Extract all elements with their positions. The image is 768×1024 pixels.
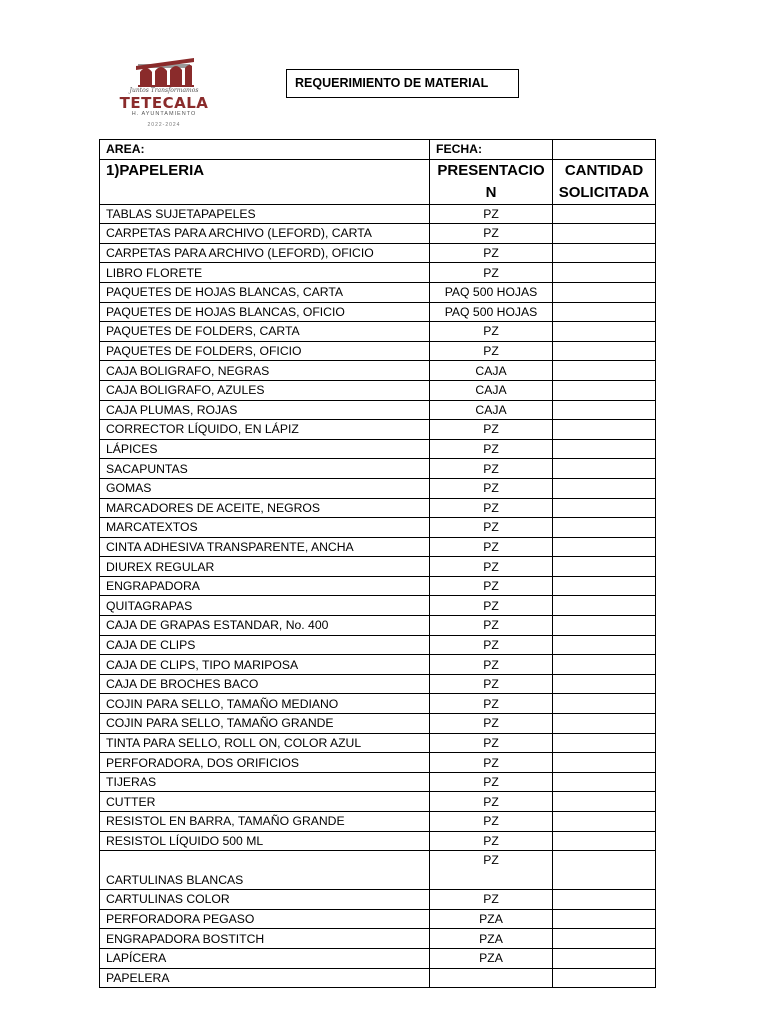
item-description: MARCADORES DE ACEITE, NEGROS xyxy=(100,498,430,518)
item-description: CAJA DE GRAPAS ESTANDAR, No. 400 xyxy=(100,616,430,636)
item-cantidad[interactable] xyxy=(553,576,656,596)
item-cantidad[interactable] xyxy=(553,459,656,479)
logo-subtitle: H. AYUNTAMIENTO xyxy=(131,111,197,117)
table-row xyxy=(100,478,656,498)
document-title: REQUERIMIENTO DE MATERIAL xyxy=(286,69,519,98)
table-row xyxy=(100,714,656,734)
item-description: CARPETAS PARA ARCHIVO (LEFORD), OFICIO xyxy=(100,243,430,263)
table-row xyxy=(100,596,656,616)
table-row xyxy=(100,890,656,910)
item-presentacion: PZ xyxy=(430,439,553,459)
item-presentacion: PZ xyxy=(430,341,553,361)
item-presentacion: PZ xyxy=(430,459,553,479)
presentacion-column-header: PRESENTACIO N xyxy=(430,159,553,204)
item-cantidad[interactable] xyxy=(553,341,656,361)
table-row xyxy=(100,576,656,596)
item-cantidad[interactable] xyxy=(553,890,656,910)
item-cantidad[interactable] xyxy=(553,204,656,224)
item-description: ENGRAPADORA BOSTITCH xyxy=(100,929,430,949)
item-cantidad[interactable] xyxy=(553,733,656,753)
item-description: CINTA ADHESIVA TRANSPARENTE, ANCHA xyxy=(100,537,430,557)
table-row xyxy=(100,792,656,812)
item-presentacion: PZ xyxy=(430,635,553,655)
item-presentacion: PAQ 500 HOJAS xyxy=(430,302,553,322)
item-presentacion: CAJA xyxy=(430,400,553,420)
item-cantidad[interactable] xyxy=(553,694,656,714)
item-description: CAJA PLUMAS, ROJAS xyxy=(100,400,430,420)
table-row xyxy=(100,400,656,420)
table-row xyxy=(100,616,656,636)
table-row xyxy=(100,282,656,302)
item-description: CAJA DE CLIPS xyxy=(100,635,430,655)
item-description: LIBRO FLORETE xyxy=(100,263,430,283)
table-row xyxy=(100,674,656,694)
table-row xyxy=(100,851,656,890)
item-presentacion: PAQ 500 HOJAS xyxy=(430,282,553,302)
item-presentacion: PZ xyxy=(430,478,553,498)
item-cantidad[interactable] xyxy=(553,557,656,577)
item-cantidad[interactable] xyxy=(553,282,656,302)
item-cantidad[interactable] xyxy=(553,263,656,283)
item-cantidad[interactable] xyxy=(553,400,656,420)
table-row xyxy=(100,263,656,283)
table-row xyxy=(100,733,656,753)
item-presentacion: PZ xyxy=(430,812,553,832)
area-label: AREA: xyxy=(100,140,430,160)
item-description: PAQUETES DE FOLDERS, OFICIO xyxy=(100,341,430,361)
item-cantidad[interactable] xyxy=(553,243,656,263)
table-row xyxy=(100,635,656,655)
item-cantidad[interactable] xyxy=(553,635,656,655)
item-cantidad[interactable] xyxy=(553,616,656,636)
item-cantidad[interactable] xyxy=(553,596,656,616)
item-cantidad[interactable] xyxy=(553,478,656,498)
item-cantidad[interactable] xyxy=(553,655,656,675)
item-presentacion: PZ xyxy=(430,518,553,538)
item-presentacion: PZ xyxy=(430,322,553,342)
item-description: RESISTOL EN BARRA, TAMAÑO GRANDE xyxy=(100,812,430,832)
item-presentacion: PZ xyxy=(430,694,553,714)
item-presentacion: PZ xyxy=(430,224,553,244)
section-header-row xyxy=(100,159,656,204)
municipality-logo xyxy=(108,54,220,130)
item-description: CAJA BOLIGRAFO, NEGRAS xyxy=(100,361,430,381)
item-cantidad[interactable] xyxy=(553,772,656,792)
cantidad-column-header: CANTIDAD SOLICITADA xyxy=(553,159,656,204)
item-presentacion: PZ xyxy=(430,792,553,812)
item-description: CAJA DE CLIPS, TIPO MARIPOSA xyxy=(100,655,430,675)
item-description: CARTULINAS COLOR xyxy=(100,890,430,910)
table-row xyxy=(100,537,656,557)
table-row xyxy=(100,204,656,224)
item-presentacion: PZ xyxy=(430,498,553,518)
table-row xyxy=(100,322,656,342)
item-description: TIJERAS xyxy=(100,772,430,792)
item-description: PAQUETES DE HOJAS BLANCAS, CARTA xyxy=(100,282,430,302)
item-cantidad[interactable] xyxy=(553,498,656,518)
item-description: TABLAS SUJETAPAPELES xyxy=(100,204,430,224)
table-row xyxy=(100,361,656,381)
item-presentacion: PZ xyxy=(430,537,553,557)
item-presentacion: PZ xyxy=(430,243,553,263)
item-presentacion: PZ xyxy=(430,753,553,773)
fecha-label: FECHA: xyxy=(430,140,553,160)
item-description: CARTULINAS BLANCAS xyxy=(100,851,430,890)
section-title: 1)PAPELERIA xyxy=(100,159,430,204)
table-row xyxy=(100,459,656,479)
table-row xyxy=(100,753,656,773)
item-presentacion: PZ xyxy=(430,655,553,675)
table-row xyxy=(100,420,656,440)
table-row xyxy=(100,498,656,518)
item-description: PERFORADORA PEGASO xyxy=(100,909,430,929)
item-cantidad[interactable] xyxy=(553,518,656,538)
arches-emblem-icon xyxy=(108,54,220,88)
item-presentacion: PZ xyxy=(430,772,553,792)
item-cantidad[interactable] xyxy=(553,224,656,244)
item-description: CUTTER xyxy=(100,792,430,812)
item-presentacion: PZ xyxy=(430,616,553,636)
item-cantidad[interactable] xyxy=(553,851,656,890)
item-presentacion: PZ xyxy=(430,674,553,694)
item-description: PERFORADORA, DOS ORIFICIOS xyxy=(100,753,430,773)
item-presentacion: PZ xyxy=(430,733,553,753)
item-cantidad[interactable] xyxy=(553,831,656,851)
item-presentacion: PZ xyxy=(430,420,553,440)
item-cantidad[interactable] xyxy=(553,948,656,968)
item-cantidad[interactable] xyxy=(553,380,656,400)
item-description: LÁPICES xyxy=(100,439,430,459)
item-description: COJIN PARA SELLO, TAMAÑO GRANDE xyxy=(100,714,430,734)
item-description: PAQUETES DE HOJAS BLANCAS, OFICIO xyxy=(100,302,430,322)
item-presentacion xyxy=(430,968,553,988)
item-description: SACAPUNTAS xyxy=(100,459,430,479)
item-description: PAPELERA xyxy=(100,968,430,988)
item-presentacion: PZA xyxy=(430,929,553,949)
item-cantidad[interactable] xyxy=(553,439,656,459)
table-row xyxy=(100,518,656,538)
item-description: COJIN PARA SELLO, TAMAÑO MEDIANO xyxy=(100,694,430,714)
item-presentacion: PZ xyxy=(430,714,553,734)
item-cantidad[interactable] xyxy=(553,420,656,440)
item-presentacion: PZ xyxy=(430,851,553,890)
table-row xyxy=(100,224,656,244)
table-row xyxy=(100,772,656,792)
logo-tagline: Juntos Transformamos xyxy=(129,87,199,94)
item-cantidad[interactable] xyxy=(553,674,656,694)
item-cantidad[interactable] xyxy=(553,792,656,812)
table-row xyxy=(100,557,656,577)
item-presentacion: CAJA xyxy=(430,380,553,400)
item-presentacion: PZ xyxy=(430,890,553,910)
item-presentacion: PZA xyxy=(430,909,553,929)
item-description: CAJA BOLIGRAFO, AZULES xyxy=(100,380,430,400)
table-row xyxy=(100,243,656,263)
item-description: LAPÍCERA xyxy=(100,948,430,968)
item-description: CARPETAS PARA ARCHIVO (LEFORD), CARTA xyxy=(100,224,430,244)
table-row xyxy=(100,655,656,675)
item-cantidad[interactable] xyxy=(553,714,656,734)
item-presentacion: PZ xyxy=(430,557,553,577)
item-description: DIUREX REGULAR xyxy=(100,557,430,577)
item-cantidad[interactable] xyxy=(553,968,656,988)
item-presentacion: PZ xyxy=(430,263,553,283)
table-row xyxy=(100,694,656,714)
item-presentacion: PZ xyxy=(430,831,553,851)
item-description: PAQUETES DE FOLDERS, CARTA xyxy=(100,322,430,342)
table-row xyxy=(100,948,656,968)
item-cantidad[interactable] xyxy=(553,753,656,773)
item-description: GOMAS xyxy=(100,478,430,498)
item-description: ENGRAPADORA xyxy=(100,576,430,596)
fecha-value-cell[interactable] xyxy=(553,140,656,160)
table-row xyxy=(100,302,656,322)
table-header-row xyxy=(100,140,656,160)
material-request-table xyxy=(99,139,656,988)
logo-name: TETECALA xyxy=(119,94,209,112)
item-description: CORRECTOR LÍQUIDO, EN LÁPIZ xyxy=(100,420,430,440)
item-description: MARCATEXTOS xyxy=(100,518,430,538)
item-cantidad[interactable] xyxy=(553,302,656,322)
item-presentacion: CAJA xyxy=(430,361,553,381)
item-description: QUITAGRAPAS xyxy=(100,596,430,616)
table-row xyxy=(100,909,656,929)
item-cantidad[interactable] xyxy=(553,537,656,557)
table-row xyxy=(100,929,656,949)
table-row xyxy=(100,831,656,851)
table-row xyxy=(100,380,656,400)
item-cantidad[interactable] xyxy=(553,322,656,342)
item-presentacion: PZA xyxy=(430,948,553,968)
item-cantidad[interactable] xyxy=(553,812,656,832)
item-cantidad[interactable] xyxy=(553,361,656,381)
item-presentacion: PZ xyxy=(430,596,553,616)
table-row xyxy=(100,341,656,361)
table-row xyxy=(100,812,656,832)
item-presentacion: PZ xyxy=(430,576,553,596)
table-row xyxy=(100,439,656,459)
item-cantidad[interactable] xyxy=(553,929,656,949)
item-presentacion: PZ xyxy=(430,204,553,224)
logo-years: 2022-2024 xyxy=(147,122,181,128)
item-cantidad[interactable] xyxy=(553,909,656,929)
item-description: RESISTOL LÍQUIDO 500 ML xyxy=(100,831,430,851)
table-row xyxy=(100,968,656,988)
item-description: CAJA DE BROCHES BACO xyxy=(100,674,430,694)
item-description: TINTA PARA SELLO, ROLL ON, COLOR AZUL xyxy=(100,733,430,753)
